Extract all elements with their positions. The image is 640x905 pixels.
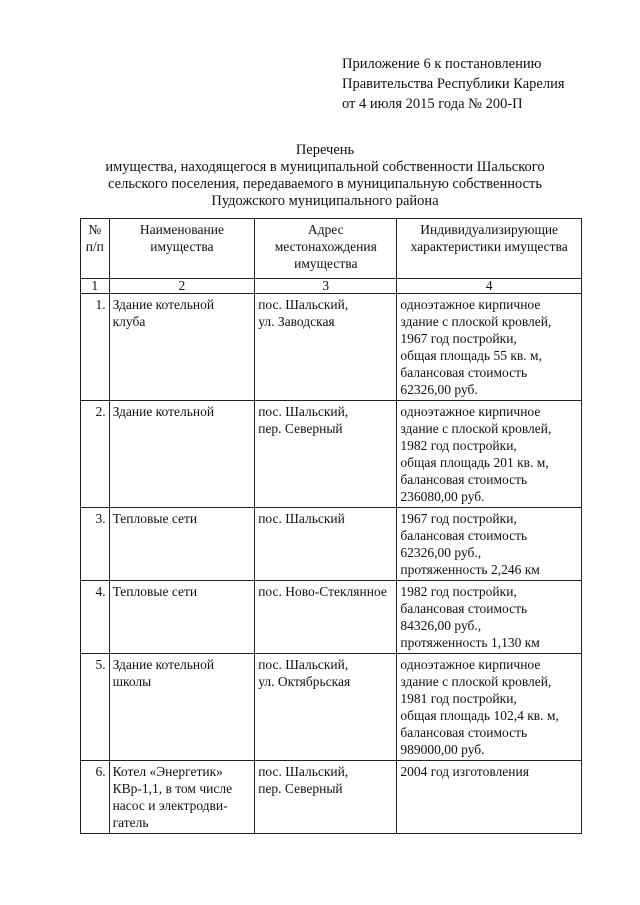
row-number: 5. bbox=[81, 654, 110, 761]
property-name-line: школы bbox=[112, 674, 152, 689]
property-details-line: одноэтажное кирпичное bbox=[400, 297, 541, 312]
property-details bbox=[397, 401, 582, 508]
table-row bbox=[81, 294, 582, 401]
title-line: сельского поселения, передаваемого в муниципальную собственность bbox=[108, 176, 542, 192]
header-number: № п/п bbox=[81, 219, 110, 279]
column-number: 3 bbox=[255, 279, 397, 294]
table-row bbox=[81, 581, 582, 654]
table-row bbox=[81, 508, 582, 581]
property-details-line: 1982 год постройки, bbox=[400, 438, 517, 453]
property-details-line: 1982 год постройки, bbox=[400, 584, 517, 599]
table-header-row bbox=[81, 219, 582, 279]
property-details-line: здание с плоской кровлей, bbox=[400, 314, 552, 329]
property-details-line: балансовая стоимость bbox=[400, 472, 528, 487]
property-details-line: здание с плоской кровлей, bbox=[400, 421, 552, 436]
property-name bbox=[109, 761, 255, 834]
row-number: 6. bbox=[81, 761, 110, 834]
table-body bbox=[81, 294, 582, 834]
header-details: Индивидуализирующие характеристики имущества bbox=[397, 219, 582, 279]
property-details-line: 62326,00 руб., bbox=[400, 545, 482, 560]
property-address-line: пос. Шальский, bbox=[258, 297, 349, 312]
column-number: 1 bbox=[81, 279, 110, 294]
property-address-line: пос. Шальский, bbox=[258, 764, 349, 779]
property-name-line: Тепловые сети bbox=[112, 584, 198, 599]
property-details-line: одноэтажное кирпичное bbox=[400, 657, 541, 672]
property-details-line: общая площадь 102,4 кв. м, bbox=[400, 708, 559, 723]
property-name-line: гатель bbox=[112, 815, 149, 830]
property-details-line: 1981 год постройки, bbox=[400, 691, 517, 706]
column-number: 2 bbox=[109, 279, 255, 294]
property-name bbox=[109, 401, 255, 508]
property-address bbox=[255, 654, 397, 761]
row-number: 3. bbox=[81, 508, 110, 581]
property-details bbox=[397, 654, 582, 761]
property-details-line: 84326,00 руб., bbox=[400, 618, 482, 633]
property-name bbox=[109, 508, 255, 581]
property-details-line: 989000,00 руб. bbox=[400, 742, 485, 757]
appendix-line: от 4 июля 2015 года № 200-П bbox=[342, 96, 523, 112]
row-number: 1. bbox=[81, 294, 110, 401]
row-number: 4. bbox=[81, 581, 110, 654]
property-details-line: здание с плоской кровлей, bbox=[400, 674, 552, 689]
document-title bbox=[90, 142, 560, 210]
property-details-line: 62326,00 руб. bbox=[400, 382, 478, 397]
property-details-line: 1967 год постройки, bbox=[400, 331, 517, 346]
title-line: имущества, находящегося в муниципальной собственности Шальского bbox=[105, 159, 545, 175]
property-name-line: клуба bbox=[112, 314, 146, 329]
property-address bbox=[255, 294, 397, 401]
property-address bbox=[255, 508, 397, 581]
property-address bbox=[255, 761, 397, 834]
property-details-line: протяженность 1,130 км bbox=[400, 635, 540, 650]
appendix-line: Правительства Республики Карелия bbox=[342, 76, 565, 92]
property-details bbox=[397, 294, 582, 401]
property-details-line: 236080,00 руб. bbox=[400, 489, 485, 504]
property-address-line: пер. Северный bbox=[258, 421, 343, 436]
table-row bbox=[81, 654, 582, 761]
header-name: Наименование имущества bbox=[109, 219, 255, 279]
property-table bbox=[80, 218, 582, 834]
column-number-row bbox=[81, 279, 582, 294]
property-details-line: одноэтажное кирпичное bbox=[400, 404, 541, 419]
property-name-line: Тепловые сети bbox=[112, 511, 198, 526]
property-details-line: балансовая стоимость bbox=[400, 725, 528, 740]
property-name-line: Здание котельной bbox=[112, 297, 215, 312]
table-row bbox=[81, 401, 582, 508]
row-number: 2. bbox=[81, 401, 110, 508]
appendix-reference bbox=[342, 54, 565, 114]
property-address-line: пос. Ново-Стеклянное bbox=[258, 584, 387, 599]
property-details-line: балансовая стоимость bbox=[400, 528, 528, 543]
property-address-line: пос. Шальский bbox=[258, 511, 345, 526]
property-details-line: общая площадь 55 кв. м, bbox=[400, 348, 542, 363]
property-details-line: протяженность 2,246 км bbox=[400, 562, 540, 577]
property-details-line: балансовая стоимость bbox=[400, 601, 528, 616]
property-address-line: ул. Заводская bbox=[258, 314, 335, 329]
title-line: Пудожского муниципального района bbox=[211, 193, 439, 209]
property-name-line: Здание котельной bbox=[112, 404, 215, 419]
property-address-line: ул. Октябрьская bbox=[258, 674, 351, 689]
property-name-line: КВр-1,1, в том числе bbox=[112, 781, 233, 796]
property-name-line: насос и электродви- bbox=[112, 798, 228, 813]
property-details bbox=[397, 581, 582, 654]
table-row bbox=[81, 761, 582, 834]
appendix-line: Приложение 6 к постановлению bbox=[342, 56, 542, 72]
property-details bbox=[397, 761, 582, 834]
column-number: 4 bbox=[397, 279, 582, 294]
property-name-line: Котел «Энергетик» bbox=[112, 764, 223, 779]
property-address bbox=[255, 401, 397, 508]
property-details-line: 2004 год изготовления bbox=[400, 764, 529, 779]
header-address: Адрес местонахождения имущества bbox=[255, 219, 397, 279]
property-details bbox=[397, 508, 582, 581]
property-address bbox=[255, 581, 397, 654]
property-details-line: 1967 год постройки, bbox=[400, 511, 517, 526]
property-name bbox=[109, 581, 255, 654]
property-name-line: Здание котельной bbox=[112, 657, 215, 672]
property-address-line: пос. Шальский, bbox=[258, 657, 349, 672]
property-details-line: балансовая стоимость bbox=[400, 365, 528, 380]
property-name bbox=[109, 294, 255, 401]
property-name bbox=[109, 654, 255, 761]
property-details-line: общая площадь 201 кв. м, bbox=[400, 455, 549, 470]
property-address-line: пос. Шальский, bbox=[258, 404, 349, 419]
title-line: Перечень bbox=[295, 142, 355, 158]
property-address-line: пер. Северный bbox=[258, 781, 343, 796]
